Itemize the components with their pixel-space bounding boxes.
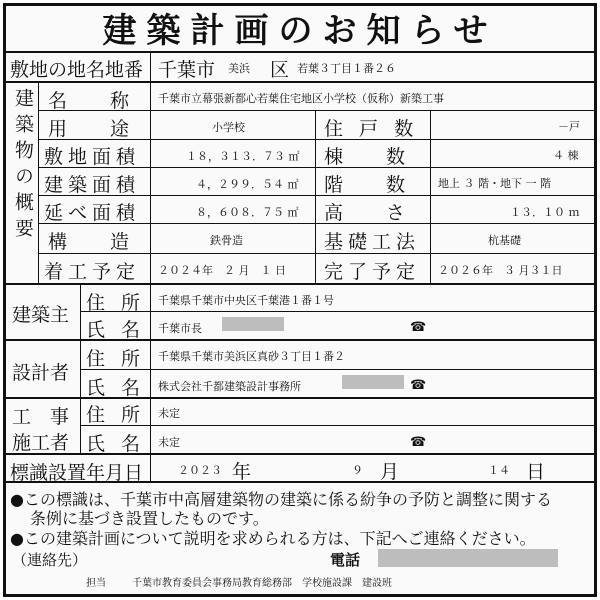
phone-label: 電話 — [330, 551, 361, 569]
foundation-label: 基礎工法 — [324, 231, 421, 253]
divider-contractor-sub — [80, 425, 597, 426]
vline-building-right — [430, 110, 431, 283]
vline-building-mid — [315, 110, 316, 283]
structure-label: 構 造 — [48, 231, 142, 253]
posted-day: １４ — [488, 464, 510, 477]
contractor-address-label: 住 所 — [86, 404, 146, 426]
site-ward: 美浜 — [228, 62, 250, 75]
building-area-value: ４，２９９．５４ ㎡ — [196, 178, 299, 191]
buildings-label: 棟 数 — [324, 146, 418, 168]
end-value: ２０２６年 ３ 月３１日 — [438, 264, 563, 277]
floors-value: 地上 ３ 階・地下 一 階 — [438, 177, 551, 190]
contractor-section-label-2: 施工者 — [12, 432, 70, 454]
name-value: 千葉市立幕張新都心若葉住宅地区小学校（仮称）新築工事 — [158, 92, 444, 105]
vline-party-left — [80, 285, 81, 453]
site-ward-suffix: 区 — [270, 59, 290, 81]
units-value: －戸 — [558, 120, 580, 133]
building-section-label: 建築物の概要 — [12, 88, 34, 244]
site-area-label: 敷地面積 — [44, 146, 141, 168]
posted-label: 標識設置年月日 — [10, 462, 144, 484]
note-2: ●この建築計画について説明を求められる方は、下記へご連絡ください。 — [10, 529, 536, 548]
contractor-name-label: 氏 名 — [86, 433, 146, 455]
floor-area-label: 延べ面積 — [44, 202, 141, 224]
height-label: 高 さ — [324, 202, 418, 224]
floors-label: 階 数 — [324, 174, 418, 196]
designer-address-label: 住 所 — [86, 348, 146, 370]
posted-day-unit: 日 — [526, 461, 546, 483]
buildings-value: ４ 棟 — [553, 149, 579, 162]
redacted-designer-name — [342, 375, 404, 389]
posted-month-unit: 月 — [380, 461, 400, 483]
posted-year-unit: 年 — [232, 461, 252, 483]
contact-person-label: 担当 — [86, 578, 106, 589]
contractor-section-label-1: 工 事 — [12, 406, 70, 428]
owner-address-value: 千葉県千葉市中央区千葉港１番１号 — [158, 294, 334, 307]
use-value: 小学校 — [212, 121, 245, 134]
note-1-line-1: ●この標識は、千葉市中高層建築物の建築に係る紛争の予防と調整に関する — [10, 490, 552, 509]
divider-owner-sub — [80, 311, 597, 312]
owner-phone-icon: ☎ — [410, 320, 427, 335]
foundation-value: 杭基礎 — [488, 234, 521, 247]
contractor-phone-icon: ☎ — [410, 435, 427, 450]
vline-party-label — [150, 285, 151, 453]
posted-year: ２０２３ — [178, 464, 222, 477]
building-area-label: 建築面積 — [44, 174, 141, 196]
units-label: 住 戸 数 — [324, 118, 419, 140]
structure-value: 鉄骨造 — [210, 234, 243, 247]
height-value: １３．１０ ｍ — [510, 206, 580, 219]
redacted-phone-number — [378, 549, 558, 567]
vline-building-label — [150, 83, 151, 283]
name-label: 名 称 — [48, 90, 142, 112]
use-label: 用 途 — [48, 118, 142, 140]
designer-name-label: 氏 名 — [86, 377, 146, 399]
vline-building-left — [38, 83, 39, 283]
contractor-name-value: 未定 — [158, 436, 180, 449]
contact-label: （連絡先） — [12, 551, 88, 569]
contractor-address-value: 未定 — [158, 407, 180, 420]
owner-address-label: 住 所 — [86, 292, 146, 314]
designer-name-value: 株式会社千都建築設計事務所 — [158, 380, 301, 393]
site-label: 敷地の地名地番 — [10, 59, 144, 81]
posted-month: ９ — [352, 464, 363, 477]
site-city: 千葉市 — [158, 59, 216, 81]
owner-name-label: 氏 名 — [86, 319, 146, 341]
designer-phone-icon: ☎ — [410, 378, 427, 393]
owner-name-value: 千葉市長 — [158, 322, 202, 335]
designer-address-value: 千葉県千葉市美浜区真砂３丁目１番２ — [158, 350, 345, 363]
redacted-owner-name — [222, 317, 284, 331]
end-label: 完了予定 — [324, 261, 421, 283]
site-address: 若葉３丁目１番２６ — [297, 62, 396, 75]
start-value: ２０２４年 ２ 月 １ 日 — [158, 264, 286, 277]
floor-area-value: ８，６０８．７５ ㎡ — [196, 206, 299, 219]
divider-title — [3, 51, 597, 53]
start-label: 着工予定 — [44, 261, 141, 283]
note-1-line-2: 条例に基づき設置したものです。 — [30, 509, 269, 528]
vline-posted — [150, 455, 151, 483]
contact-person-value: 千葉市教育委員会事務局教育総務部 学校施設課 建設班 — [132, 578, 392, 589]
divider-designer-sub — [80, 369, 597, 370]
site-area-value: １８，３１３．７３ ㎡ — [186, 150, 300, 163]
vline-site — [150, 51, 151, 83]
owner-section-label: 建築主 — [12, 304, 70, 326]
sign-title: 建築計画のお知らせ — [102, 10, 498, 51]
designer-section-label: 設計者 — [12, 362, 70, 384]
